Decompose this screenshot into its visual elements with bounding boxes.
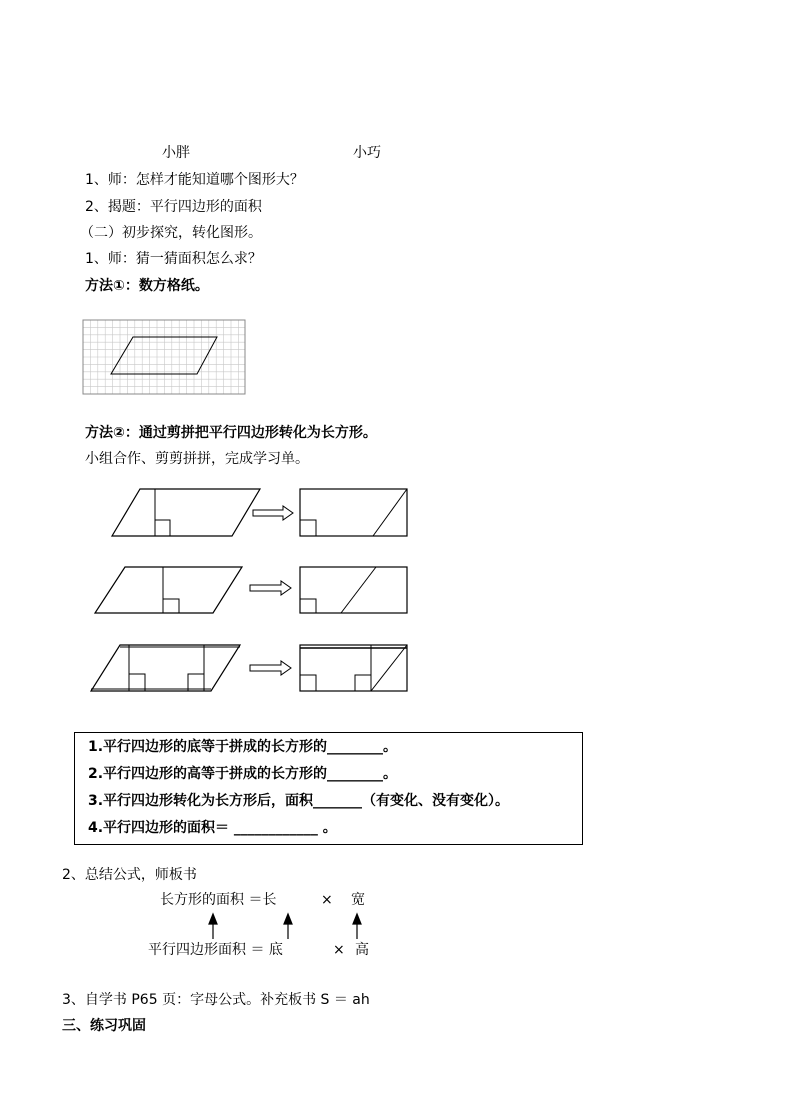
section-three-heading: 三、练习巩固 xyxy=(62,1018,146,1034)
worksheet-item-4: 4.平行四边形的面积＝ ____________ 。 xyxy=(88,820,337,836)
formula-heading: 2、总结公式，师板书 xyxy=(62,867,197,883)
method-two-heading: 方法②：通过剪拼把平行四边形转化为长方形。 xyxy=(85,425,377,441)
guess-question: 1、师：猜一猜面积怎么求？ xyxy=(85,251,262,267)
name-xiaoqiao: 小巧 xyxy=(353,145,381,161)
times-sign-1: × xyxy=(321,892,333,908)
self-study-line: 3、自学书 P65 页：字母公式。补充板书 S ＝ ah xyxy=(62,992,370,1008)
worksheet-item-3: 3.平行四边形转化为长方形后，面积_______（有变化、没有变化）。 xyxy=(88,793,510,809)
group-work-line: 小组合作、剪剪拼拼，完成学习单。 xyxy=(85,451,309,467)
method-one-heading: 方法①：数方格纸。 xyxy=(85,278,209,294)
width-label: 宽 xyxy=(351,892,365,908)
parallelogram-area-label: 平行四边形面积 ＝ 底 xyxy=(148,942,283,958)
height-label: 高 xyxy=(355,942,369,958)
topic-line: 2、揭题：平行四边形的面积 xyxy=(85,199,262,215)
name-xiaopang: 小胖 xyxy=(162,145,190,161)
question-1: 1、师：怎样才能知道哪个图形大？ xyxy=(85,172,304,188)
section-two-heading: （二）初步探究，转化图形。 xyxy=(80,225,262,241)
worksheet-item-2: 2.平行四边形的高等于拼成的长方形的________。 xyxy=(88,766,398,782)
rectangle-area-label: 长方形的面积 ＝长 xyxy=(160,892,277,908)
times-sign-2: × xyxy=(333,942,345,958)
worksheet-item-1: 1.平行四边形的底等于拼成的长方形的________。 xyxy=(88,739,398,755)
